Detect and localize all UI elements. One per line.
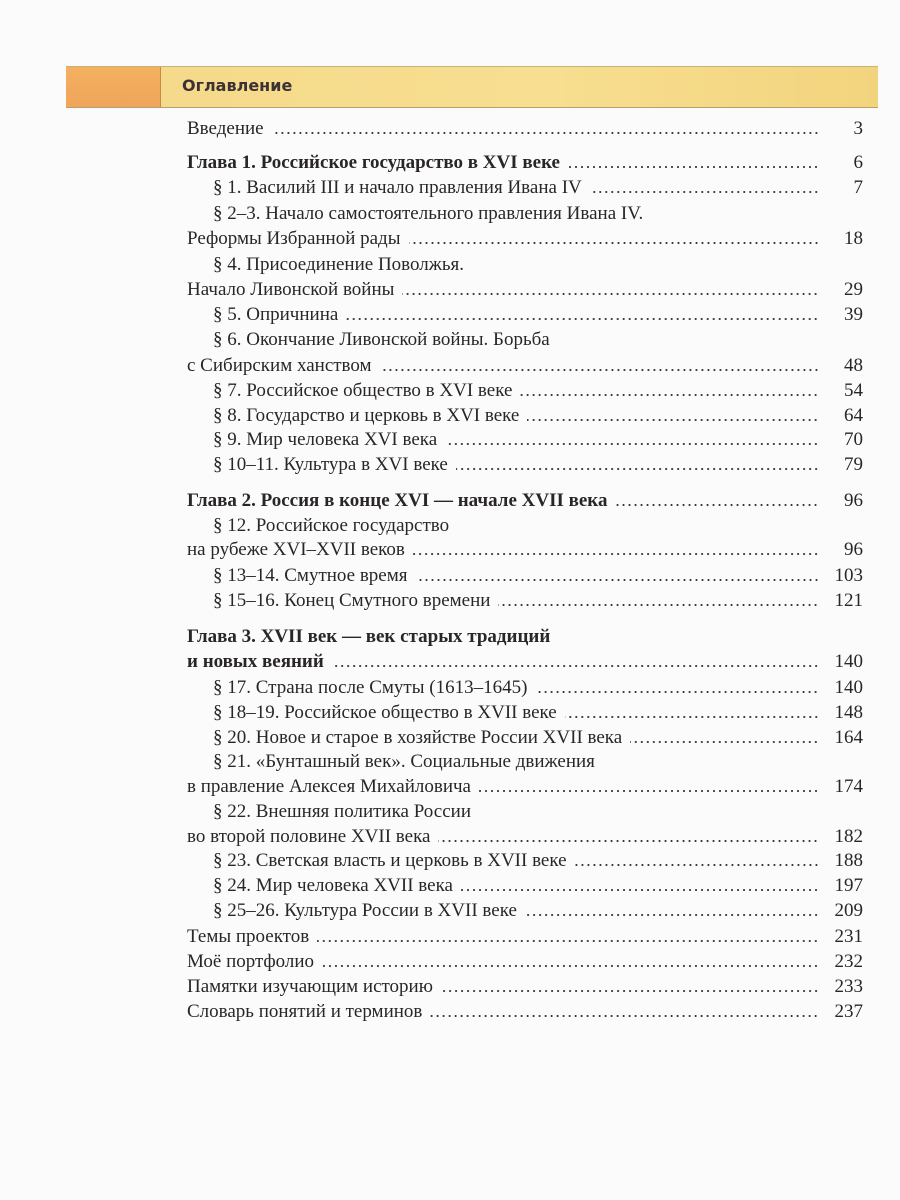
entry-title: Введение — [187, 118, 264, 139]
toc-entry — [187, 701, 863, 725]
entry-title: § 20. Новое и старое в хозяйстве России XVII века — [213, 727, 623, 748]
toc-entry — [187, 453, 863, 477]
entry-title: на рубеже XVI–XVII веков — [187, 539, 405, 560]
dot-leader — [317, 939, 819, 943]
toc-entry — [187, 227, 863, 251]
entry-title: Глава 3. XVII век — век старых традиций — [187, 626, 551, 647]
entry-page-number: 18 — [844, 228, 863, 249]
toc-entry — [187, 538, 863, 562]
entry-title: § 12. Российское государство — [213, 515, 450, 536]
dot-leader — [445, 442, 819, 446]
toc-entry — [187, 428, 863, 452]
entry-title: § 21. «Бунташный век». Социальные движения — [213, 751, 595, 772]
toc-entry — [187, 354, 863, 378]
entry-page-number: 237 — [834, 1001, 863, 1022]
entry-title: § 17. Страна после Смуты (1613–1645) — [213, 677, 528, 698]
dot-leader — [322, 964, 819, 968]
dot-leader — [438, 839, 819, 843]
entry-page-number: 140 — [834, 651, 863, 672]
entry-title: § 7. Российское общество в XVI веке — [213, 380, 513, 401]
entry-title: во второй половине XVII века — [187, 826, 431, 847]
entry-page-number: 96 — [844, 490, 863, 511]
toc-entry — [187, 253, 863, 277]
entry-page-number: 232 — [834, 951, 863, 972]
dot-leader — [479, 789, 819, 793]
entry-title: Темы проектов — [187, 926, 310, 947]
toc-entry — [187, 849, 863, 873]
toc-entry — [187, 676, 863, 700]
dot-leader — [590, 190, 819, 194]
entry-title: § 24. Мир человека XVII века — [213, 875, 453, 896]
entry-title: § 6. Окончание Ливонской войны. Борьба — [213, 329, 550, 350]
entry-title: Памятки изучающим историю — [187, 976, 433, 997]
toc-entry — [187, 950, 863, 974]
entry-page-number: 6 — [853, 152, 863, 173]
dot-leader — [527, 418, 819, 422]
toc-entry — [187, 176, 863, 200]
entry-page-number: 197 — [834, 875, 863, 896]
dot-leader — [430, 1014, 819, 1018]
entry-title: § 1. Василий III и начало правления Ивана IV — [213, 177, 582, 198]
dot-leader — [346, 317, 819, 321]
entry-page-number: 3 — [853, 118, 863, 139]
toc-entry — [187, 514, 863, 538]
entry-title: Моё портфолио — [187, 951, 315, 972]
entry-title: § 10–11. Культура в XVI веке — [213, 454, 448, 475]
entry-page-number: 103 — [834, 565, 863, 586]
entry-title: и новых веяний — [187, 651, 324, 672]
entry-page-number: 54 — [844, 380, 863, 401]
toc-entry — [187, 117, 863, 141]
dot-leader — [535, 690, 819, 694]
toc-header-band — [66, 66, 878, 108]
entry-page-number: 39 — [844, 304, 863, 325]
toc-entry — [187, 278, 863, 302]
header-accent-tab — [66, 67, 161, 107]
entry-page-number: 209 — [834, 900, 863, 921]
dot-leader — [272, 131, 819, 135]
entry-page-number: 164 — [834, 727, 863, 748]
dot-leader — [402, 292, 819, 296]
dot-leader — [498, 603, 819, 607]
dot-leader — [615, 503, 819, 507]
dot-leader — [456, 467, 819, 471]
dot-leader — [525, 913, 819, 917]
entry-page-number: 79 — [844, 454, 863, 475]
entry-title: в правление Алексея Михайловича — [187, 776, 471, 797]
entry-page-number: 29 — [844, 279, 863, 300]
dot-leader — [565, 715, 819, 719]
toc-entry — [187, 1000, 863, 1024]
dot-leader — [416, 578, 820, 582]
entry-page-number: 48 — [844, 355, 863, 376]
toc-entry — [187, 975, 863, 999]
entry-title: Глава 1. Российское государство в XVI веке — [187, 152, 560, 173]
entry-title: § 23. Светская власть и церковь в XVII веке — [213, 850, 567, 871]
entry-title: § 22. Внешняя политика России — [213, 801, 471, 822]
entry-page-number: 121 — [834, 590, 863, 611]
toc-entry — [187, 800, 863, 824]
entry-page-number: 70 — [844, 429, 863, 450]
entry-page-number: 148 — [834, 702, 863, 723]
toc-title: Оглавление — [182, 76, 293, 95]
toc-entry — [187, 726, 863, 750]
entry-page-number: 7 — [853, 177, 863, 198]
entry-page-number: 96 — [844, 539, 863, 560]
entry-title: § 2–3. Начало самостоятельного правления Ивана IV. — [213, 203, 644, 224]
dot-leader — [461, 888, 819, 892]
entry-page-number: 64 — [844, 405, 863, 426]
entry-title: Глава 2. Россия в конце XVI — начале XVII века — [187, 490, 608, 511]
entry-page-number: 140 — [834, 677, 863, 698]
toc-entry — [187, 775, 863, 799]
dot-leader — [441, 989, 819, 993]
dot-leader — [568, 165, 819, 169]
entry-title: § 15–16. Конец Смутного времени — [213, 590, 491, 611]
toc-entry — [187, 564, 863, 588]
entry-page-number: 182 — [834, 826, 863, 847]
toc-entry — [187, 925, 863, 949]
entry-page-number: 233 — [834, 976, 863, 997]
dot-leader — [520, 393, 819, 397]
entry-title: § 5. Опричнина — [213, 304, 339, 325]
toc-chapter-entry — [187, 151, 863, 175]
toc-chapter-entry — [187, 650, 863, 674]
dot-leader — [413, 552, 819, 556]
entry-page-number: 231 — [834, 926, 863, 947]
entry-title: Реформы Избранной рады — [187, 228, 401, 249]
toc-chapter-entry — [187, 489, 863, 513]
entry-title: Словарь понятий и терминов — [187, 1001, 423, 1022]
toc-entry — [187, 404, 863, 428]
entry-title: § 13–14. Смутное время — [213, 565, 408, 586]
entry-title: с Сибирским ханством — [187, 355, 372, 376]
entry-title: § 8. Государство и церковь в XVI веке — [213, 405, 520, 426]
entry-title: § 9. Мир человека XVI века — [213, 429, 438, 450]
dot-leader — [380, 368, 819, 372]
toc-entry — [187, 874, 863, 898]
toc-entry — [187, 379, 863, 403]
entry-title: § 25–26. Культура России в XVII веке — [213, 900, 517, 921]
entry-page-number: 188 — [834, 850, 863, 871]
toc-chapter-entry — [187, 625, 863, 649]
toc-entry — [187, 303, 863, 327]
dot-leader — [409, 241, 820, 245]
toc-entry — [187, 328, 863, 352]
toc-entry — [187, 899, 863, 923]
toc-entry — [187, 750, 863, 774]
entry-title: § 4. Присоединение Поволжья. — [213, 254, 465, 275]
toc-entry — [187, 202, 863, 226]
entry-title: § 18–19. Российское общество в XVII веке — [213, 702, 557, 723]
toc-entry — [187, 589, 863, 613]
toc-entry — [187, 825, 863, 849]
dot-leader — [630, 740, 819, 744]
entry-title: Начало Ливонской войны — [187, 279, 395, 300]
entry-page-number: 174 — [834, 776, 863, 797]
dot-leader — [575, 863, 819, 867]
dot-leader — [332, 664, 819, 668]
